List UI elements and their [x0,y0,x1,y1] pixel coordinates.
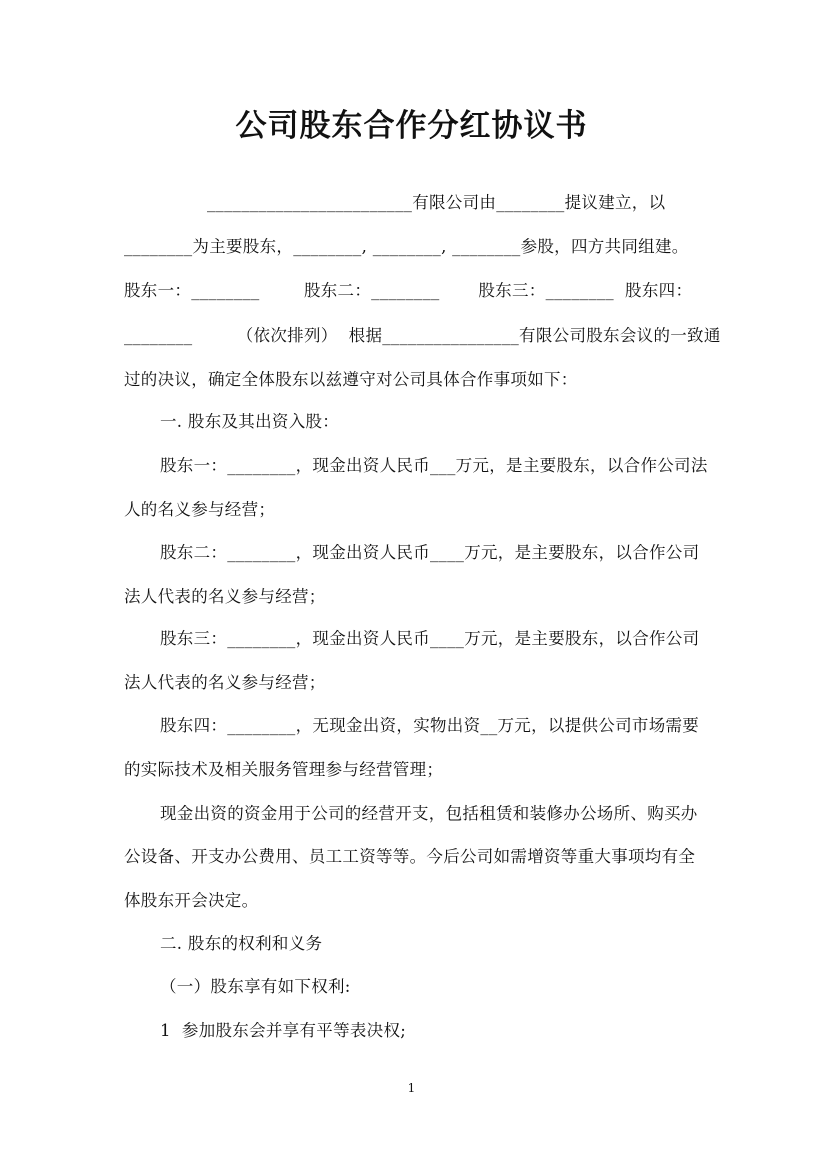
paragraph-line-6: 股东一：________，现金出资人民币___万元，是主要股东，以合作公司法 [160,456,708,475]
page-number: 1 [407,1081,416,1095]
paragraph-line-15: 公设备、开支办公费用、员工工资等等。今后公司如需增资等重大事项均有全 [124,847,696,866]
paragraph-line-2: ________为主要股东，________, ________, ________参股，四方共同组建。 [124,237,689,256]
paragraph-line-14: 现金出资的资金用于公司的经营开支，包括租赁和装修办公场所、购买办 [160,804,698,823]
paragraph-line-7: 人的名义参与经营； [124,500,276,519]
paragraph-line-10: 股东三：________，现金出资人民币____万元，是主要股东，以合作公司 [160,629,700,648]
paragraph-line-12: 股东四：________，无现金出资，实物出资__万元，以提供公司市场需要 [160,716,700,735]
paragraph-line-16: 体股东开会决定。 [124,891,259,910]
paragraph-line-8: 股东二：________，现金出资人民币____万元，是主要股东，以合作公司 [160,543,700,562]
subsection-heading: （一）股东享有如下权利: [160,977,351,996]
document-title: 公司股东合作分红协议书 [235,108,588,144]
paragraph-line-9: 法人代表的名义参与经营； [124,587,326,606]
paragraph-line-13: 的实际技术及相关服务管理参与经营管理； [124,760,444,779]
paragraph-line-3: 股东一：________ 股东二：________ 股东三：________ 股东四： [124,281,693,300]
paragraph-line-1: ________________________有限公司由________提议建立，以 [207,193,666,212]
paragraph-line-5: 过的决议，确定全体股东以兹遵守对公司具体合作事项如下： [124,370,578,389]
paragraph-line-4: ________ （依次排列） 根据________________有限公司股东会议的一致通 [124,326,721,345]
paragraph-line-11: 法人代表的名义参与经营； [124,673,326,692]
list-item-1: 1 参加股东会并享有平等表决权; [160,1021,407,1040]
section-heading-2: 二. 股东的权利和义务 [160,934,323,953]
section-heading-1: 一. 股东及其出资入股： [160,412,340,431]
